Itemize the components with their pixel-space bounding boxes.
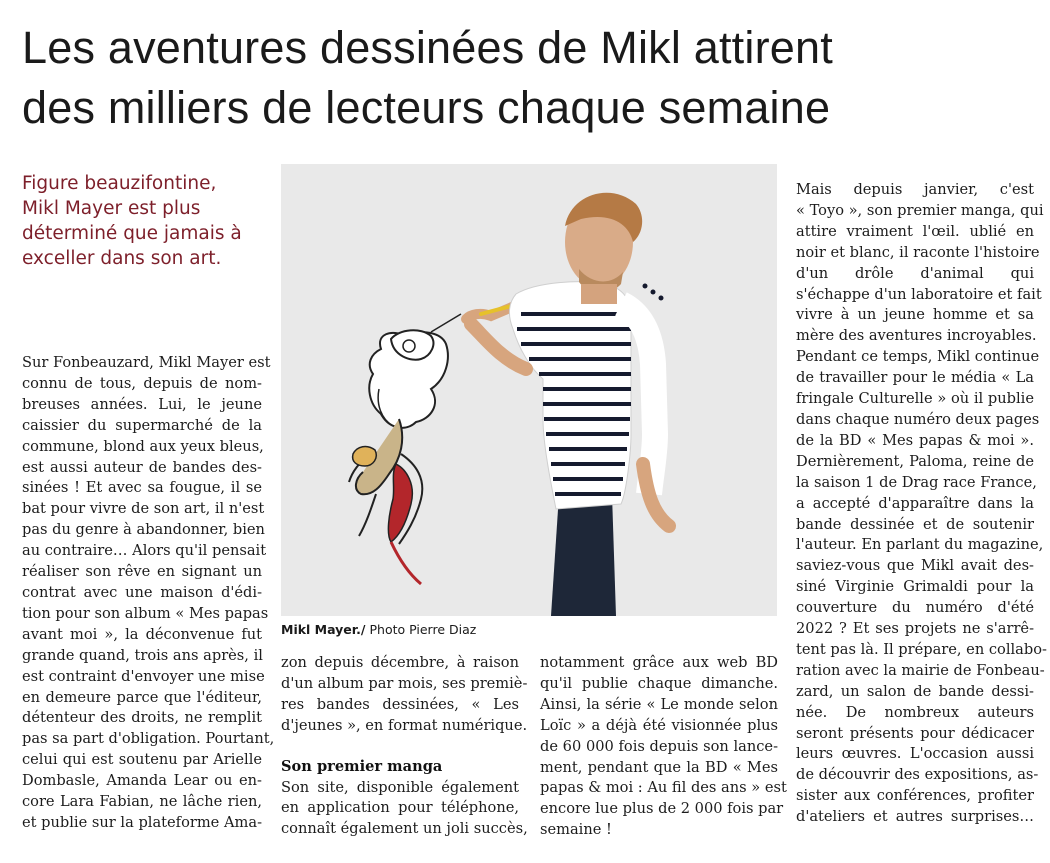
text-line: mère des aventures incroyables. [796, 327, 1037, 345]
photo-illustration [281, 164, 777, 616]
body-column-4 [796, 180, 1047, 828]
kicker-line: exceller dans son art. [22, 248, 222, 269]
text-line: sinées ! Et avec sa fougue, il se [22, 479, 262, 497]
text-line: notamment grâce aux web BD [540, 654, 778, 671]
section-subheading: Son premier manga [281, 757, 443, 775]
text-line: Ainsi, la série « Le monde selon [540, 695, 778, 713]
text-line: siné Virginie Grimaldi pour la [796, 578, 1034, 596]
text-line: « Toyo », son premier manga, qui [796, 201, 1044, 219]
column-2-paragraph-2 [281, 778, 528, 841]
text-line: caissier du supermarché de la [22, 416, 262, 434]
column-2-paragraph [281, 653, 528, 737]
text-line: 2022 ? Et ses projets ne s'arrê- [796, 620, 1034, 638]
text-line: en demeure parce que l'éditeur, [22, 688, 262, 706]
text-line: Dombasle, Amanda Lear ou en- [22, 772, 262, 790]
text-line: contrat avec une maison d'édi- [22, 583, 262, 601]
text-line: breuses années. Lui, le jeune [22, 395, 262, 413]
text-line: s'échappe d'un laboratoire et fait [796, 285, 1042, 303]
text-line: sister aux conférences, profiter [796, 787, 1034, 805]
headline-line-1: Les aventures dessinées de Mikl attirent [22, 22, 833, 73]
text-line: connu de tous, depuis de nom- [22, 374, 262, 392]
caption-credit: Photo Pierre Diaz [369, 622, 477, 637]
text-line: attire vraiment l'œil. ublié en [796, 222, 1034, 240]
text-line: zard, un salon de bande dessi- [796, 682, 1034, 700]
text-line: Sur Fonbeauzard, Mikl Mayer est [22, 354, 271, 371]
text-line: saviez-vous que Mikl avait des- [796, 557, 1034, 575]
text-line: core Lara Fabian, ne lâche rien, [22, 793, 262, 811]
text-line: ment, pendant que la BD « Mes [540, 758, 778, 776]
text-line: la saison 1 de Drag race France, [796, 473, 1037, 491]
text-line: avant moi », la déconvenue fut [22, 625, 262, 643]
text-line: commune, blond aux yeux bleus, [22, 437, 264, 455]
text-line: couverture du numéro d'été [796, 599, 1034, 617]
text-line: papas & moi : Au fil des ans » est [540, 779, 787, 797]
text-line: tent pas là. Il prépare, en collabo- [796, 640, 1047, 658]
text-line: leurs œuvres. L'occasion aussi [796, 745, 1034, 763]
text-line: pas du genre à abandonner, bien [22, 521, 265, 539]
text-line: de la BD « Mes papas & moi ». [796, 431, 1034, 449]
text-line: bat pour vivre de son art, il n'est [22, 500, 265, 518]
text-line: de découvrir des expositions, as- [796, 766, 1039, 784]
text-line: zon depuis décembre, à raison [281, 654, 519, 671]
text-line: détenteur des droits, ne remplit [22, 709, 262, 727]
text-line: fringale Culturelle » où il publie [796, 390, 1034, 408]
headline-line-2: des milliers de lecteurs chaque semaine [22, 82, 831, 133]
text-line: Loïc » a déjà été visionnée plus [540, 716, 778, 734]
text-line: et publie sur la plateforme Ama- [22, 813, 262, 831]
text-line: Dernièrement, Paloma, reine de [796, 452, 1034, 470]
text-line: ration avec la mairie de Fonbeau- [796, 661, 1045, 679]
text-line: d'ateliers et autres surprises… [796, 808, 1034, 826]
text-line: réaliser son rêve en signant un [22, 563, 262, 581]
text-line: grande quand, trois ans après, il [22, 646, 263, 664]
text-line: de travailler pour le média « La [796, 369, 1034, 387]
text-line: de 60 000 fois depuis son lance- [540, 737, 778, 755]
text-line: celui qui est soutenu par Arielle [22, 751, 262, 769]
body-column-2 [281, 653, 528, 840]
photo-caption [281, 622, 476, 637]
kicker-line: Figure beauzifontine, [22, 173, 217, 194]
article-headline [22, 18, 1032, 138]
text-line: d'jeunes », en format numérique. [281, 716, 528, 734]
caption-name: Mikl Mayer./ [281, 622, 366, 637]
article-photo [281, 164, 777, 616]
text-line: a accepté d'apparaître dans la [796, 494, 1034, 512]
text-line: d'un drôle d'animal qui [796, 264, 1034, 282]
text-line: seront présents pour dédicacer [796, 724, 1034, 742]
text-line: d'un album par mois, ses premiè- [281, 674, 528, 692]
text-line: encore lue plus de 2 000 fois par [540, 800, 784, 818]
text-line: noir et blanc, il raconte l'histoire [796, 243, 1040, 261]
kicker-line: déterminé que jamais à [22, 223, 242, 244]
text-line: tion pour son album « Mes papas [22, 604, 269, 622]
text-line: dans chaque numéro deux pages [796, 410, 1040, 428]
text-line: l'auteur. En parlant du magazine, [796, 536, 1044, 554]
text-line: Pendant ce temps, Mikl continue [796, 348, 1040, 366]
text-line: Son site, disponible également [281, 778, 519, 796]
text-line: vivre à un jeune homme et sa [796, 306, 1034, 324]
text-line: qu'il publie chaque dimanche. [540, 674, 778, 692]
kicker-line: Mikl Mayer est plus [22, 198, 201, 219]
text-line: est contraint d'envoyer une mise [22, 667, 265, 685]
text-line: bande dessinée et de soutenir [796, 515, 1034, 533]
body-column-1 [22, 353, 275, 834]
text-line: née. De nombreux auteurs [796, 703, 1034, 721]
text-line: pas sa part d'obligation. Pourtant, [22, 730, 275, 748]
text-line: est aussi auteur de bandes des- [22, 458, 262, 476]
text-line: connaît également un joli succès, [281, 820, 528, 838]
text-line: Mais depuis janvier, c'est [796, 181, 1034, 198]
article-kicker [22, 171, 267, 271]
text-line: res bandes dessinées, « Les [281, 695, 519, 713]
text-line: en application pour téléphone, [281, 799, 519, 817]
text-line: semaine ! [540, 821, 612, 839]
body-column-3 [540, 653, 787, 841]
text-line: au contraire… Alors qu'il pensait [22, 542, 267, 560]
